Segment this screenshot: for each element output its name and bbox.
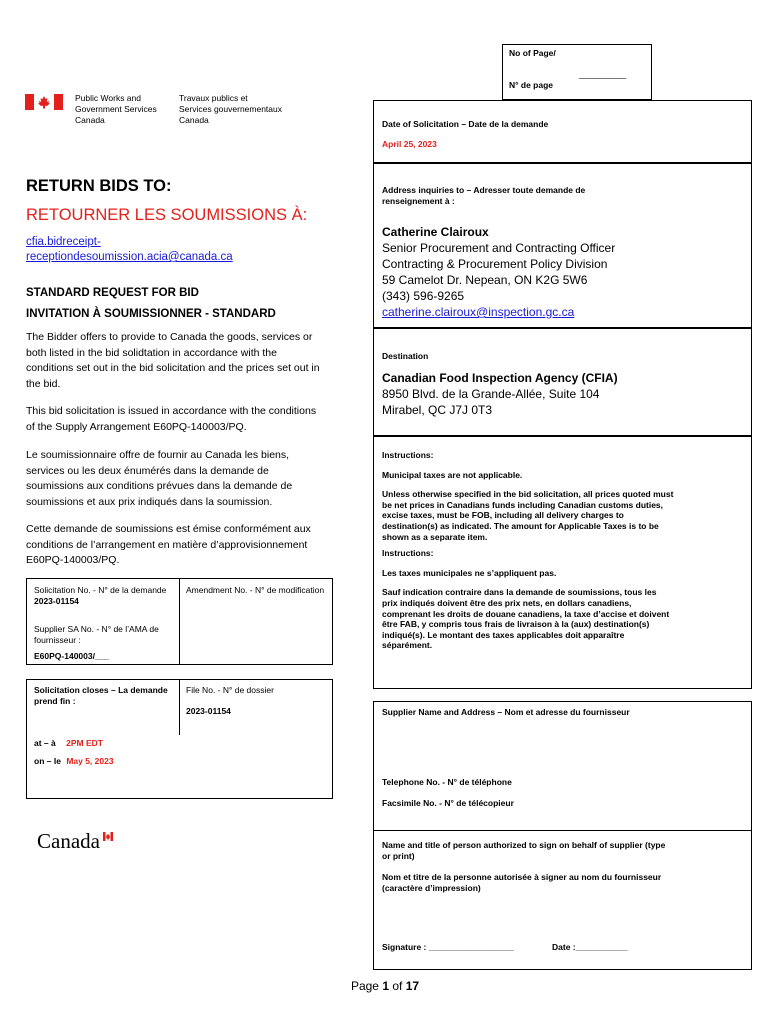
wordmark-flag-icon: [103, 832, 113, 841]
signature-field[interactable]: Signature : __________________: [382, 942, 514, 952]
paragraph-arrangement: Cette demande de soumissions est émise conformément aux conditions de l’arrangement en matière d’approvisionnement E60PQ-140003/PQ.: [26, 523, 311, 566]
municipal-taxes-en: Municipal taxes are not applicable.: [382, 469, 523, 480]
page-count-label-en: No of Page/: [509, 48, 556, 58]
amendment-number-label: Amendment No. - N° de modification: [186, 585, 325, 595]
closing-box: [26, 679, 333, 799]
signature-date-field[interactable]: Date :___________: [552, 942, 628, 952]
paragraph-supply-arrangement: This bid solicitation is issued in accordance with the conditions of the Supply Arrangement E60PQ-140003/PQ.: [26, 405, 317, 433]
destination-name: Canadian Food Inspection Agency (CFIA): [382, 371, 618, 385]
email-line-1[interactable]: cfia.bidreceipt-: [26, 236, 101, 248]
department-name-fr: Travaux publics et Services gouvernementaux Canada: [179, 93, 283, 125]
paragraph-soumissionnaire: Le soumissionnaire offre de fournir au Canada les biens, services ou les deux énumérés dans la demande de soumissions aux conditions prévues dans la demande de soumissions et aux prix indiqués dans la soumission.: [26, 449, 293, 508]
solicitation-date-label: Date of Solicitation – Date de la demande: [382, 119, 549, 129]
solicitation-closes-label: Solicitation closes – La demande prend fin :: [34, 685, 168, 706]
closing-time-label: at – à: [34, 738, 56, 748]
canada-wordmark-logo: Canada: [37, 829, 100, 854]
supplier-sa-label: Supplier SA No. - N° de l’AMA de fournisseur :: [34, 624, 159, 645]
instructions-text-en: Unless otherwise specified in the bid solicitation, all prices quoted must be net prices in Canadians funds including Canadian customs duties, excise taxes, must be FOB, including all delivery charges to destination(s) as indicated. The amount for Applicable Taxes is to be shown as a separate item.: [382, 489, 674, 542]
instructions-label: Instructions:: [382, 450, 434, 460]
closing-time-value: 2PM EDT: [66, 738, 103, 748]
instructions-label-fr: Instructions:: [382, 548, 434, 559]
inquiries-label: Address inquiries to – Adresser toute demande de renseignement à :: [382, 185, 586, 206]
contact-address: 59 Camelot Dr. Nepean, ON K2G 5W6: [382, 273, 588, 287]
page-count-blank: __________: [579, 69, 627, 79]
contact-title: Senior Procurement and Contracting Officer: [382, 241, 616, 255]
file-number-value: 2023-01154: [186, 706, 231, 716]
paragraph-bidder-offer: The Bidder offers to provide to Canada the goods, services or both listed in the bid solidtation in accordance with the conditions set out in the bid solicitation and the prices set out in the bid.: [26, 331, 320, 390]
solicitation-number-value: 2023-01154: [34, 596, 79, 606]
closing-date-value: May 5, 2023: [66, 756, 114, 766]
facsimile-label: Facsimile No. - N° de télécopieur: [382, 798, 514, 808]
footer-page-total: 17: [405, 979, 420, 993]
destination-line1: 8950 Blvd. de la Grande-Allée, Suite 104: [382, 387, 600, 401]
page-number-box: [502, 44, 652, 100]
file-number-label: File No. - N° de dossier: [186, 685, 274, 695]
bid-receipt-email-link[interactable]: [26, 235, 233, 265]
contact-division: Contracting & Procurement Policy Division: [382, 257, 608, 271]
footer-of: of: [389, 979, 406, 993]
supplier-name-label: Supplier Name and Address – Nom et adresse du fournisseur: [382, 707, 630, 717]
footer-page-prefix: Page: [350, 979, 383, 993]
solicitation-number-label: Solicitation No. - N° de la demande: [34, 585, 167, 595]
return-bids-heading-en: RETURN BIDS TO:: [26, 177, 172, 195]
authorized-person-label-en: Name and title of person authorized to sign on behalf of supplier (type or print): [382, 840, 666, 861]
closing-time: [34, 738, 103, 749]
page-footer: [0, 979, 770, 993]
invitation-title: INVITATION À SOUMISSIONNER - STANDARD: [26, 308, 276, 320]
instructions-text-fr: Sauf indication contraire dans la demande de soumissions, tous les prix indiqués doivent être des prix nets, en dollars canadiens, comprenant les droits de douane canadiens, la taxe d’accise et doivent être FAB, y compris tous frais de livraison à la (aux) destination(s) indiqué(s). Le montant des taxes applicables doit apparaître séparément.: [382, 587, 670, 651]
inquiries-box: [373, 163, 752, 328]
email-line-2[interactable]: receptiondesoumission.acia@canada.ca: [26, 251, 233, 263]
telephone-label: Telephone No. - N° de téléphone: [382, 777, 512, 787]
contact-phone: (343) 596-9265: [382, 289, 465, 303]
supplier-box: [373, 701, 752, 970]
instructions-box: [373, 436, 752, 689]
destination-box: [373, 328, 752, 436]
destination-label: Destination: [382, 351, 429, 361]
canada-flag-icon: [25, 94, 63, 110]
solicitation-date-box: [373, 100, 752, 163]
solicitation-number-field: [34, 585, 176, 607]
department-name-en: Public Works and Government Services Canada: [75, 93, 157, 125]
footer-page-number: 1: [382, 979, 389, 993]
destination-line2: Mirabel, QC J7J 0T3: [382, 403, 493, 417]
closing-date: [34, 756, 114, 767]
return-bids-heading-fr: RETOURNER LES SOUMISSIONS À:: [26, 206, 308, 224]
authorized-person-label-fr: Nom et titre de la personne autorisée à signer au nom du fournisseur (caractère d’impression): [382, 872, 662, 893]
solicitation-number-box: [26, 578, 333, 665]
page-count-label-fr: N° de page: [509, 80, 554, 90]
solicitation-date-value: April 25, 2023: [382, 139, 437, 149]
standard-request-title: STANDARD REQUEST FOR BID: [26, 287, 199, 299]
contact-name: Catherine Clairoux: [382, 225, 489, 239]
supplier-sa-value: E60PQ-140003/___: [34, 651, 110, 661]
municipal-taxes-fr: Les taxes municipales ne s’appliquent pas.: [382, 567, 557, 578]
closing-date-label: on – le: [34, 756, 61, 766]
contact-email-link[interactable]: catherine.clairoux@inspection.gc.ca: [382, 305, 575, 319]
